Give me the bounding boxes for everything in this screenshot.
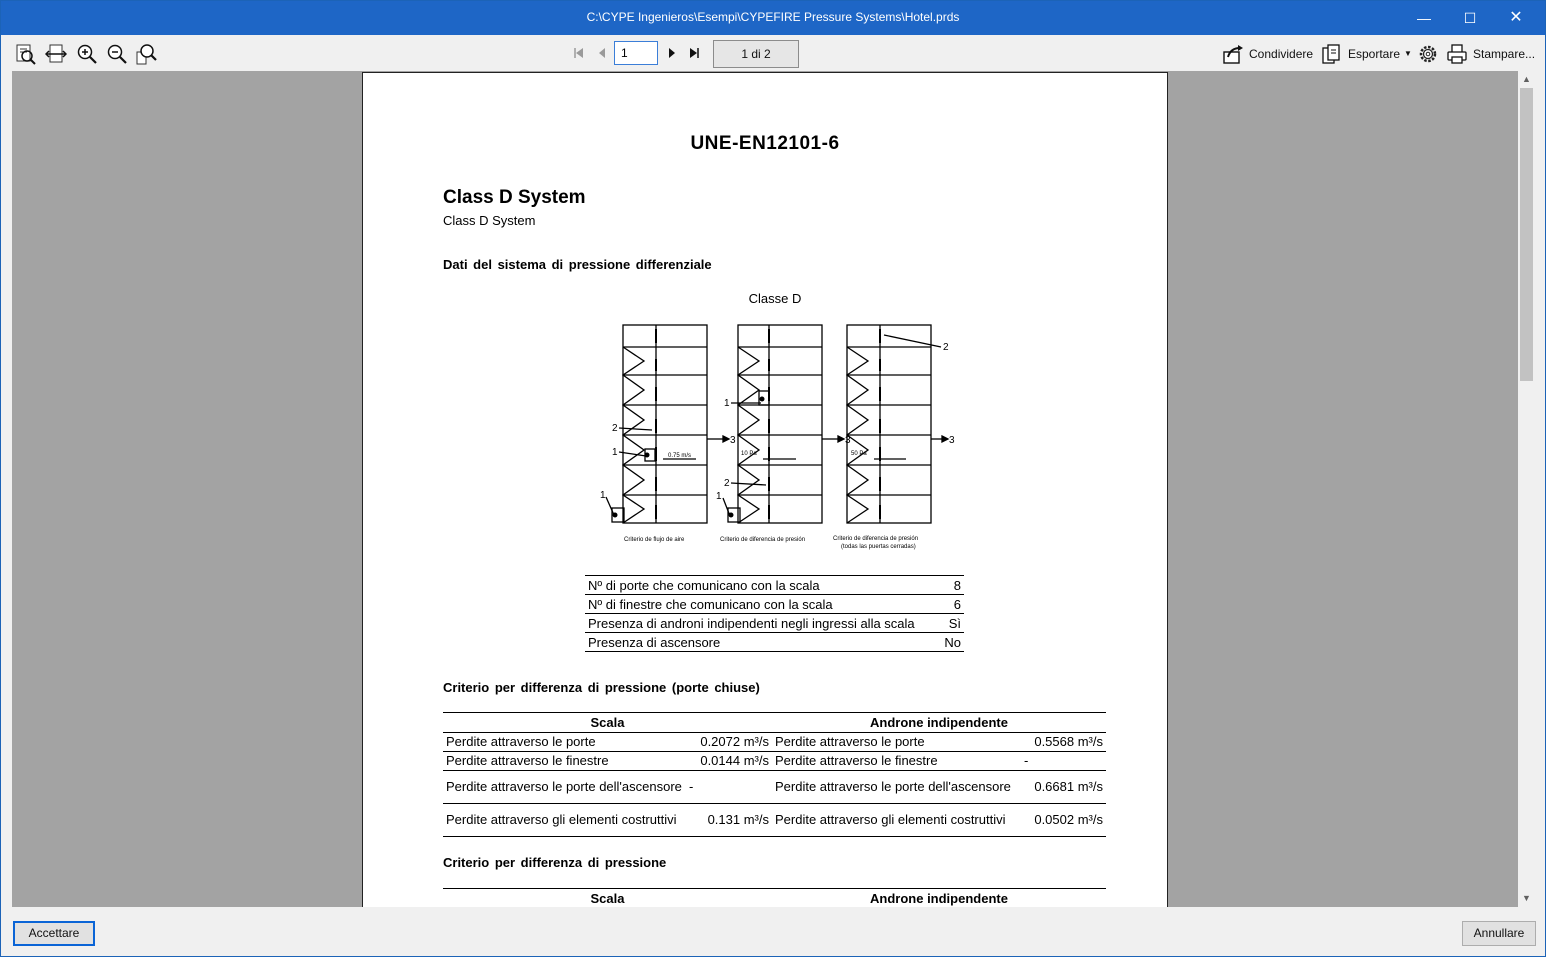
label-2-a: 2	[612, 423, 618, 434]
first-page-icon[interactable]	[572, 45, 586, 61]
caption-pressure: Criterio de diferencia de presión	[720, 537, 806, 543]
next-page-icon[interactable]	[665, 45, 679, 61]
cell-value: -	[1021, 752, 1106, 771]
cell-value: 0.0502 m³/s	[1021, 804, 1106, 837]
minimize-button[interactable]: —	[1417, 10, 1431, 26]
figure-caption: Classe D	[748, 291, 802, 306]
document-viewport[interactable]	[12, 71, 1518, 907]
scrollbar-thumb[interactable]	[1520, 88, 1533, 381]
print-button[interactable]	[1446, 42, 1538, 66]
caption-pressure-closed: Criterio de diferencia de presión	[833, 536, 919, 542]
share-button[interactable]	[1222, 42, 1317, 66]
export-button[interactable]	[1321, 42, 1413, 66]
cell-value: -	[686, 771, 772, 804]
heading-pressure-criterion: Criterio per differenza di pressione	[443, 855, 667, 870]
cell-value: 0.5568 m³/s	[1021, 733, 1106, 752]
zoom-page-icon[interactable]	[15, 43, 37, 65]
table-row	[585, 633, 964, 652]
fit-width-icon[interactable]	[45, 43, 67, 65]
accept-button[interactable]: Accettare	[13, 921, 95, 946]
cancel-button[interactable]: Annullare	[1462, 921, 1536, 946]
table-row	[443, 752, 1106, 771]
cell-value: 0.6681 m³/s	[1021, 771, 1106, 804]
label-1-c: 1	[724, 398, 730, 409]
table-header-row	[443, 889, 1106, 908]
cell-label: Perdite attraverso le finestre	[772, 752, 1021, 771]
title-bar	[1, 1, 1545, 35]
table-row	[443, 771, 1106, 804]
system-properties-table	[585, 575, 964, 652]
share-icon	[1222, 43, 1244, 65]
prop-label: Nº di porte che comunicano con la scala	[585, 576, 940, 595]
caption-all-doors-closed: (todas las puertas cerradas)	[841, 544, 916, 550]
cell-value: 0.131 m³/s	[686, 804, 772, 837]
document-title: UNE-EN12101-6	[690, 133, 840, 154]
col-header-androne: Androne indipendente	[772, 889, 1106, 908]
print-label: Stampare...	[1473, 47, 1536, 61]
scroll-down-icon[interactable]: ▼	[1522, 893, 1531, 903]
cell-label: Perdite attraverso le porte dell'ascensore	[443, 771, 686, 804]
prop-value: 6	[940, 595, 964, 614]
cell-label: Perdite attraverso le porte dell'ascensore	[772, 771, 1021, 804]
pressure-50-label: 50 Pa	[851, 451, 867, 457]
col-header-scala: Scala	[443, 713, 772, 733]
col-header-scala: Scala	[443, 889, 772, 908]
cell-label: Perdite attraverso gli elementi costruttivi	[772, 804, 1021, 837]
heading-closed-doors: Criterio per differenza di pressione (porte chiuse)	[443, 680, 760, 695]
label-2-c: 2	[943, 342, 949, 353]
cell-value: 0.0144 m³/s	[686, 752, 772, 771]
col-header-androne: Androne indipendente	[772, 713, 1106, 733]
pressure-criterion-table	[443, 888, 1106, 907]
label-3-b: 3	[845, 435, 851, 446]
zoom-in-icon[interactable]	[76, 43, 98, 65]
table-row	[585, 614, 964, 633]
prop-value: No	[940, 633, 964, 652]
zoom-custom-icon[interactable]	[136, 43, 158, 65]
section-title: Class D System	[443, 187, 586, 208]
label-2-b: 2	[724, 478, 730, 489]
cell-label: Perdite attraverso le finestre	[443, 752, 686, 771]
dialog-footer	[1, 907, 1545, 956]
section-subtitle: Class D System	[443, 213, 536, 228]
label-1-d: 1	[716, 491, 722, 502]
cell-value: 0.2072 m³/s	[686, 733, 772, 752]
printer-icon	[1446, 43, 1468, 65]
toolbar	[1, 35, 1545, 71]
previous-page-icon[interactable]	[595, 45, 609, 61]
close-button[interactable]: ✕	[1509, 9, 1523, 26]
page-number-input[interactable]	[614, 41, 658, 65]
last-page-icon[interactable]	[687, 45, 701, 61]
heading-system-data: Dati del sistema di pressione differenziale	[443, 257, 712, 272]
label-1-b: 1	[600, 490, 606, 501]
zoom-out-icon[interactable]	[106, 43, 128, 65]
closed-doors-leakage-table	[443, 712, 1106, 837]
table-header-row	[443, 713, 1106, 733]
table-row	[443, 733, 1106, 752]
prop-label: Nº di finestre che comunicano con la scala	[585, 595, 940, 614]
class-d-diagram	[596, 315, 956, 555]
cell-label: Perdite attraverso le porte	[443, 733, 686, 752]
label-1-a: 1	[612, 447, 618, 458]
table-row	[585, 595, 964, 614]
vertical-scrollbar[interactable]	[1518, 71, 1535, 907]
share-label: Condividere	[1249, 47, 1314, 61]
maximize-button[interactable]: ☐	[1463, 10, 1477, 26]
export-icon	[1321, 43, 1343, 65]
prop-label: Presenza di androni indipendenti negli ingressi alla scala	[585, 614, 940, 633]
prop-value: Sì	[940, 614, 964, 633]
table-row	[443, 804, 1106, 837]
label-3-c: 3	[949, 435, 955, 446]
pressure-10-label: 10 Pa	[741, 451, 757, 457]
chevron-down-icon: ▼	[1404, 49, 1412, 58]
cell-label: Perdite attraverso le porte	[772, 733, 1021, 752]
velocity-label: 0.75 m/s	[668, 453, 692, 459]
page-count: 1 di 2	[713, 40, 799, 68]
prop-value: 8	[940, 576, 964, 595]
caption-airflow: Criterio de flujo de aire	[624, 537, 685, 543]
export-label: Esportare	[1348, 47, 1401, 61]
window-title: C:\CYPE Ingenieros\Esempi\CYPEFIRE Pressure Systems\Hotel.prds	[586, 10, 960, 24]
label-3-a: 3	[730, 435, 736, 446]
scroll-up-icon[interactable]: ▲	[1522, 74, 1531, 84]
table-row	[585, 576, 964, 595]
cell-label: Perdite attraverso gli elementi costruttivi	[443, 804, 686, 837]
prop-label: Presenza di ascensore	[585, 633, 940, 652]
report-page	[362, 72, 1168, 907]
settings-gear-icon[interactable]	[1417, 43, 1439, 65]
